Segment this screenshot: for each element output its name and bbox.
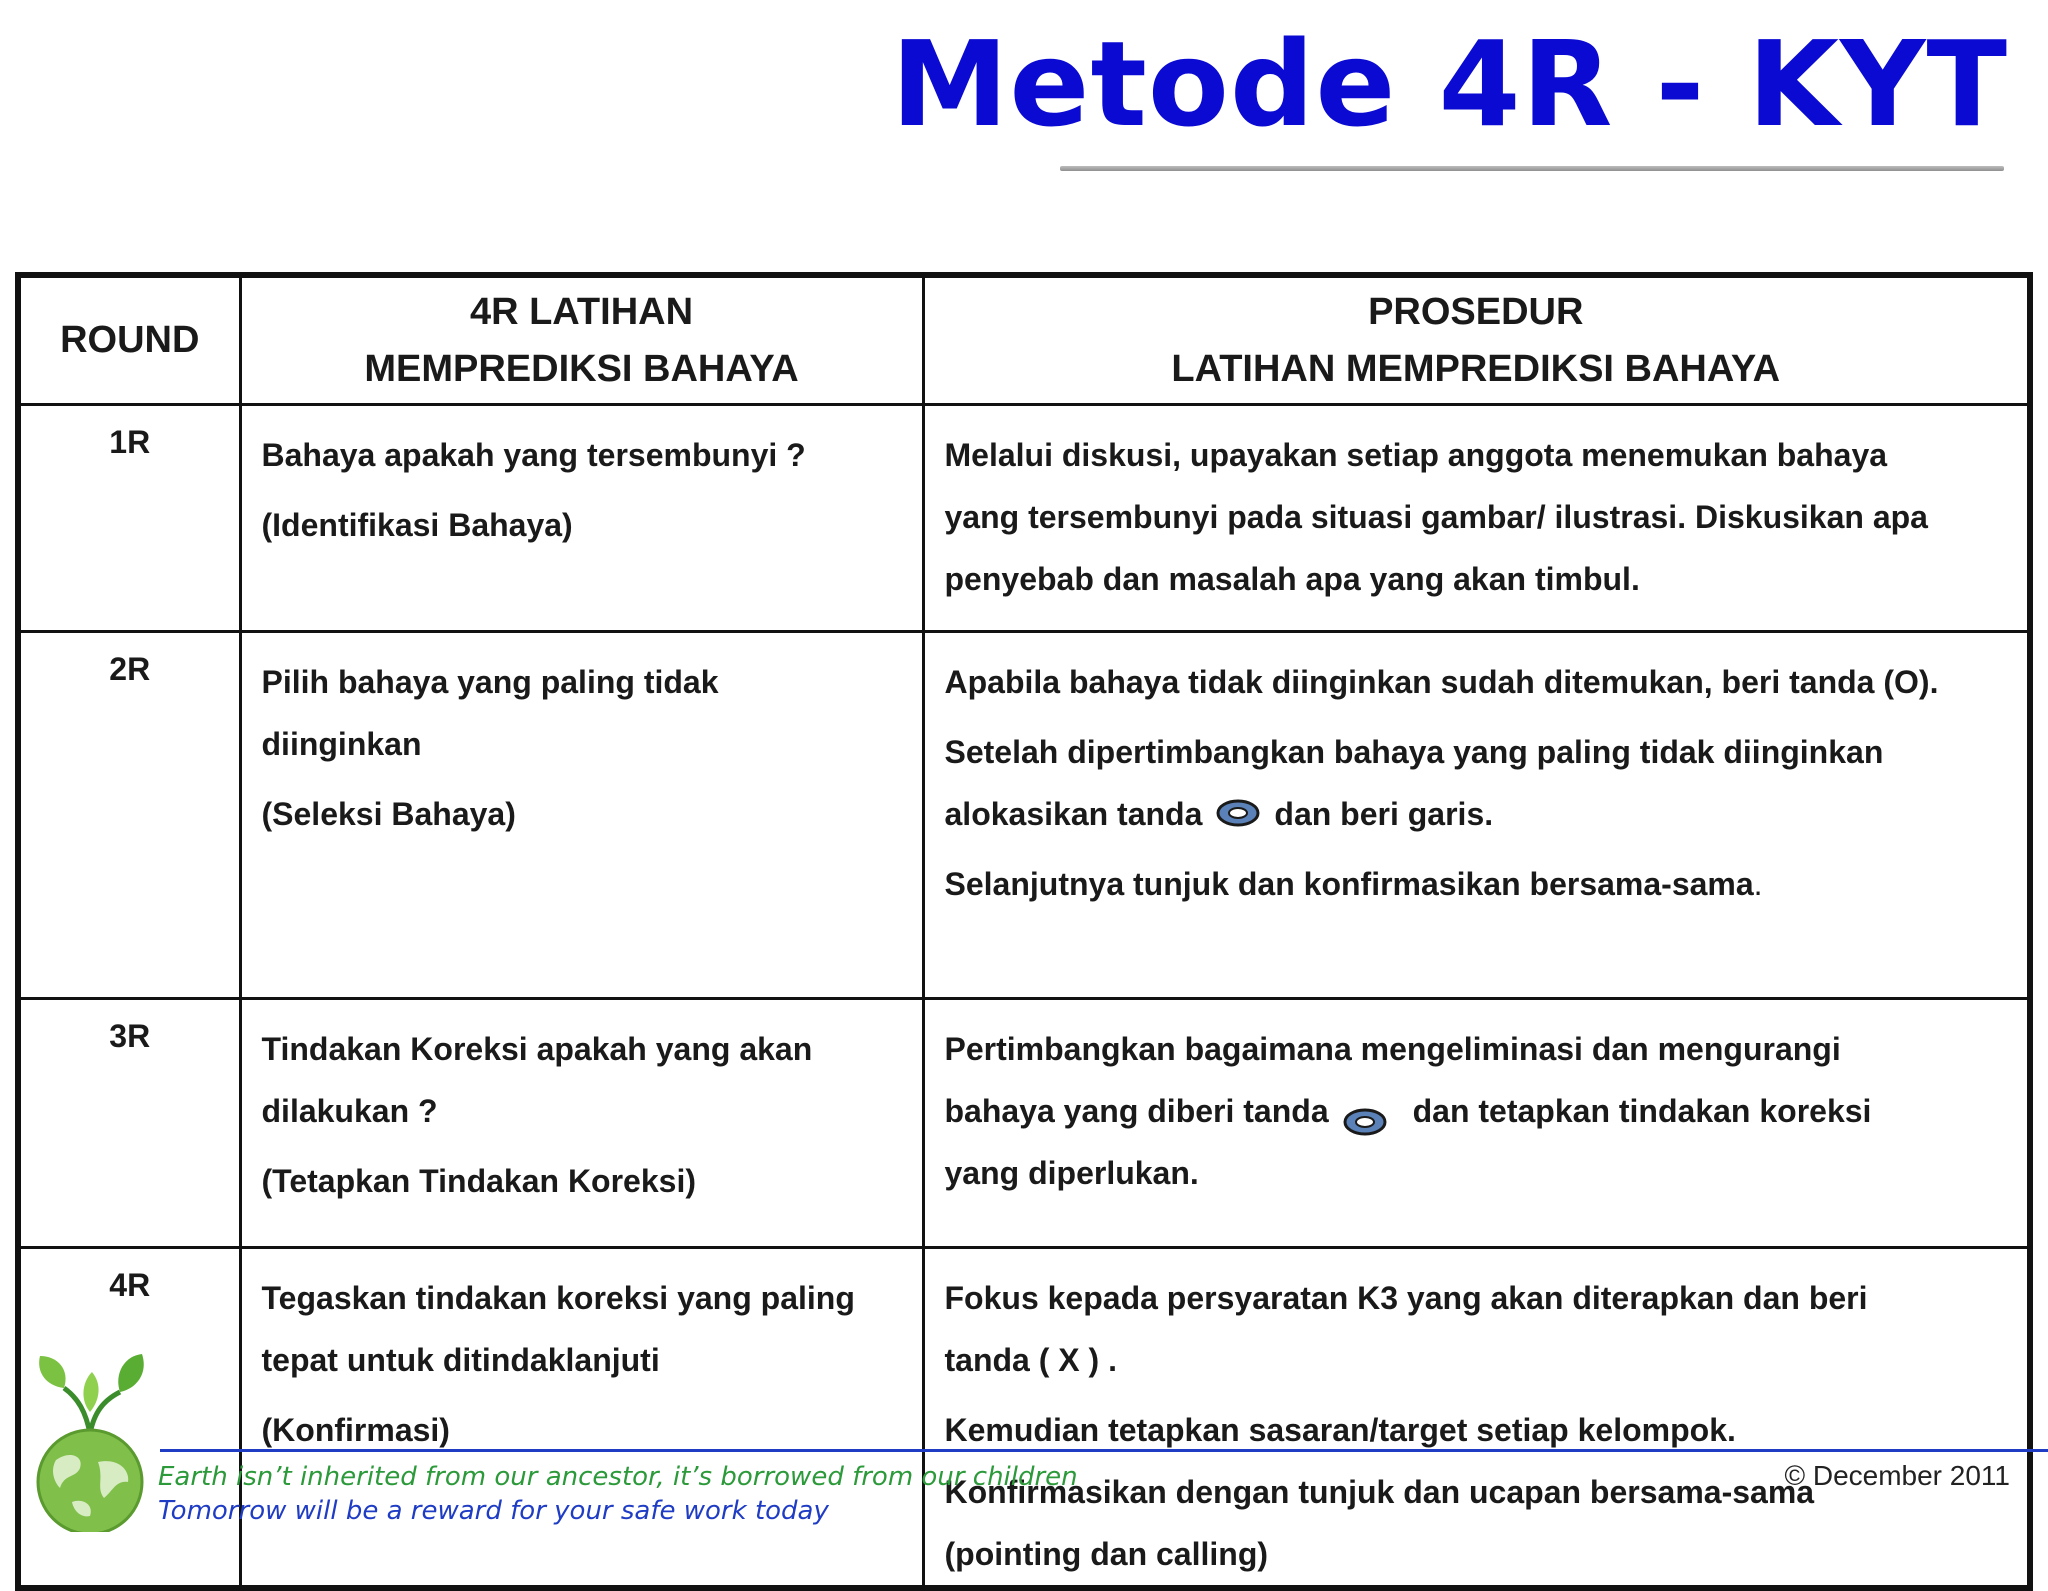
procedure-line: Fokus kepada persyaratan K3 yang akan diterapkan dan beri (944, 1280, 1868, 1316)
title-underline (1060, 166, 2004, 171)
ellipse-mark-icon (1343, 1108, 1387, 1136)
procedure-cell (923, 1248, 2030, 1589)
round-cell: 2R (18, 632, 240, 999)
footer-quote-line1: Earth isn’t inherited from our ancestor, it’s borrowed from our children (158, 1462, 1078, 1492)
procedure-line: Setelah dipertimbangkan bahaya yang paling tidak diinginkan (944, 734, 1884, 770)
header-prosedur-line1: PROSEDUR (1368, 290, 1584, 333)
procedure-line: penyebab dan masalah apa yang akan timbul. (944, 561, 1640, 597)
procedure-cell (923, 632, 2030, 999)
desc-subtitle: (Tetapkan Tindakan Koreksi) (261, 1163, 696, 1199)
footer-quote-line2: Tomorrow will be a reward for your safe work today (158, 1496, 829, 1526)
procedure-period: . (1753, 866, 1763, 902)
table-row-3r (18, 999, 2030, 1248)
procedure-text: bahaya yang diberi tanda (944, 1093, 1329, 1129)
page-title: Metode 4R - KYT (891, 15, 2008, 153)
procedure-line: Melalui diskusi, upayakan setiap anggota menemukan bahaya (944, 437, 1888, 473)
procedure-line-with-mark (945, 783, 2008, 845)
procedure-text: Selanjutnya tunjuk dan konfirmasikan bersama-sama (944, 866, 1754, 902)
round-cell: 3R (18, 999, 240, 1248)
table-row-4r (18, 1248, 2030, 1589)
round-cell: 1R (18, 405, 240, 632)
procedure-cell (923, 999, 2030, 1248)
desc-cell (240, 632, 923, 999)
header-4r-latihan-line2: MEMPREDIKSI BAHAYA (364, 347, 799, 390)
procedure-line: Pertimbangkan bagaimana mengeliminasi dan mengurangi (944, 1031, 1841, 1067)
procedure-line: tanda ( X ) . (944, 1342, 1117, 1378)
desc-subtitle: (Seleksi Bahaya) (261, 796, 516, 832)
earth-plant-logo (20, 1342, 160, 1532)
table-row-1r (18, 405, 2030, 632)
footer-divider (160, 1449, 2048, 1452)
desc-line: diinginkan (261, 726, 422, 762)
desc-cell (240, 405, 923, 632)
round-cell: 4R (18, 1248, 240, 1589)
procedure-line: Konfirmasikan dengan tunjuk dan ucapan bersama-sama (944, 1474, 1815, 1510)
desc-line: tepat untuk ditindaklanjuti (261, 1342, 660, 1378)
ellipse-mark-icon (1216, 799, 1260, 827)
desc-line: Pilih bahaya yang paling tidak (261, 664, 719, 700)
header-prosedur (923, 275, 2030, 405)
desc-cell (240, 999, 923, 1248)
copyright-text: © December 2011 (1784, 1460, 2010, 1491)
desc-line: Bahaya apakah yang tersembunyi ? (261, 437, 806, 473)
procedure-line-with-mark (945, 1080, 2008, 1142)
header-prosedur-line2: LATIHAN MEMPREDIKSI BAHAYA (1171, 347, 1781, 390)
header-4r-latihan (240, 275, 923, 405)
desc-cell (240, 1248, 923, 1589)
desc-line: dilakukan ? (261, 1093, 438, 1129)
procedure-line (945, 853, 2008, 915)
desc-subtitle: (Konfirmasi) (261, 1412, 450, 1448)
header-4r-latihan-line1: 4R LATIHAN (469, 290, 694, 333)
procedure-line: (pointing dan calling) (944, 1536, 1269, 1572)
procedure-cell (923, 405, 2030, 632)
header-round: ROUND (18, 275, 240, 405)
desc-line: Tindakan Koreksi apakah yang akan (261, 1031, 813, 1067)
procedure-line: yang tersembunyi pada situasi gambar/ ilustrasi. Diskusikan apa (944, 499, 1928, 535)
desc-subtitle: (Identifikasi Bahaya) (261, 507, 573, 543)
table-row-2r (18, 632, 2030, 999)
procedure-text: alokasikan tanda (944, 796, 1203, 832)
procedure-text: dan tetapkan tindakan koreksi (1412, 1093, 1872, 1129)
kyt-method-table (15, 272, 2033, 1591)
procedure-text: dan beri garis. (1274, 796, 1494, 832)
procedure-line: yang diperlukan. (944, 1155, 1199, 1191)
procedure-line: Kemudian tetapkan sasaran/target setiap kelompok. (944, 1412, 1736, 1448)
table-header-row (18, 275, 2030, 405)
desc-line: Tegaskan tindakan koreksi yang paling (261, 1280, 855, 1316)
procedure-line: Apabila bahaya tidak diinginkan sudah ditemukan, beri tanda (O). (944, 664, 1939, 700)
